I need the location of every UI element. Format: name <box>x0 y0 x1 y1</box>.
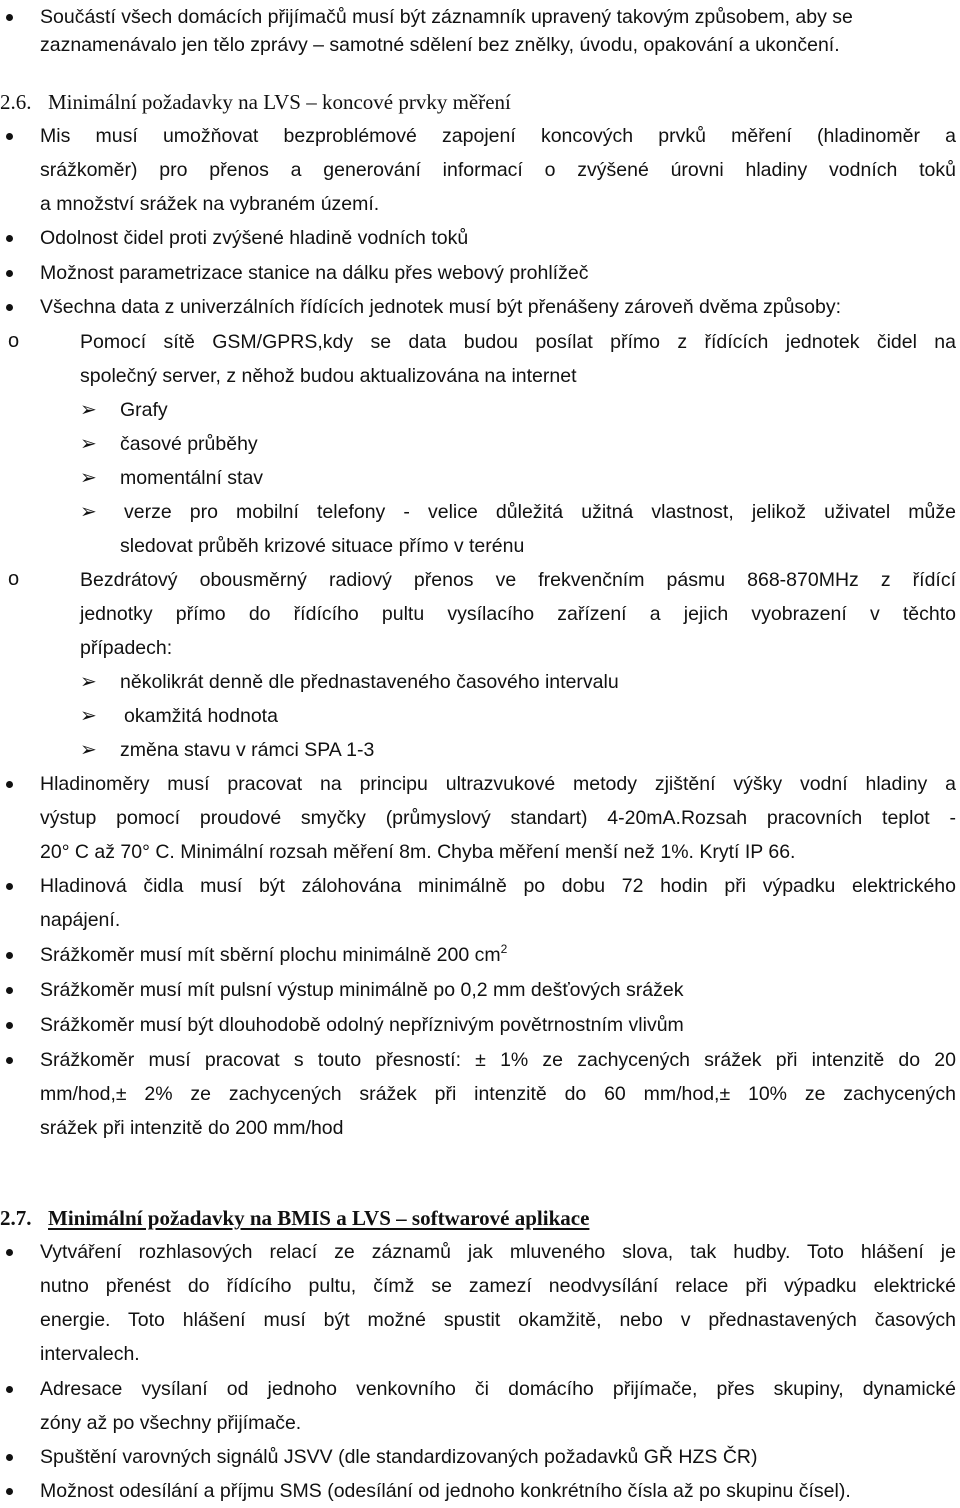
sublist-item: o Bezdrátový obousměrný radiový přenos ve frekvenčním pásmu 868-870MHz z řídící <box>0 563 960 597</box>
list-item-line: napájení. <box>40 909 121 931</box>
arrow-item: ➢ několikrát denně dle přednastaveného časového intervalu <box>0 665 960 699</box>
list-item-cont <box>0 801 960 835</box>
list-item-line: Spuštění varovných signálů JSVV (dle standardizovaných požadavků GŘ HZS ČR) <box>40 1446 758 1468</box>
list-item-line: Hladinová čidla musí být zálohována minimálně po dobu 72 hodin při výpadku elektrického <box>40 875 956 897</box>
list-item-line: 20° C až 70° C. Minimální rozsah měření 8m. Chyba měření menší než 1%. Krytí IP 66. <box>40 841 796 863</box>
sublist-item-cont <box>0 597 960 631</box>
list-item <box>0 938 960 972</box>
list-item-line: nutno přenést do řídícího pultu, čímž se zamezí neodvysílání relace při výpadku elektrické <box>40 1275 956 1297</box>
list-item-cont <box>0 903 960 937</box>
list-item-cont <box>0 187 960 221</box>
list-item-cont <box>0 1269 960 1303</box>
heading-number: 2.7. <box>0 1206 32 1230</box>
list-item-line: Adresace vysílaní od jednoho venkovního či domácího přijímače, přes skupiny, dynamické <box>40 1378 956 1400</box>
section-heading-2-6 <box>0 85 960 119</box>
heading-title: Minimální požadavky na LVS – koncové prvky měření <box>48 90 511 114</box>
list-item <box>0 869 960 903</box>
sublist-item-line: Bezdrátový obousměrný radiový přenos ve frekvenčním pásmu 868-870MHz z řídící <box>80 569 956 591</box>
arrow-item-line: sledovat průběh krizové situace přímo v terénu <box>120 535 525 557</box>
list-item-line: Srážkoměr musí pracovat s touto přesností: ± 1% ze zachycených srážek při intenzitě do 20 <box>40 1049 956 1071</box>
list-item <box>0 1043 960 1077</box>
list-item <box>0 1440 960 1474</box>
list-item-cont <box>0 1077 960 1111</box>
list-item-line: Srážkoměr musí mít pulsní výstup minimálně po 0,2 mm dešťových srážek <box>40 979 684 1001</box>
arrow-item-line: Grafy <box>120 399 168 421</box>
sublist-item-line: společný server, z něhož budou aktualizována na internet <box>80 365 577 387</box>
list-item-line: a množství srážek na vybraném území. <box>40 193 380 215</box>
arrow-item: ➢ okamžitá hodnota <box>0 699 960 733</box>
list-item-line: Odolnost čidel proti zvýšené hladině vodních toků <box>40 227 469 249</box>
list-item <box>0 1235 960 1269</box>
list-item-line: mm/hod,± 2% ze zachycených srážek při intenzitě do 60 mm/hod,± 10% ze zachycených <box>40 1083 956 1105</box>
sublist-item-cont <box>0 359 960 393</box>
arrow-item-line: verze pro mobilní telefony - velice důležitá užitná vlastnost, jelikož uživatel může <box>124 501 956 523</box>
arrow-item: ➢ momentální stav <box>0 461 960 495</box>
list-item-line: srážkoměr) pro přenos a generování informací o zvýšené úrovni hladiny vodních toků <box>40 159 956 181</box>
arrow-item-line: momentální stav <box>120 467 264 489</box>
arrow-item: ➢ verze pro mobilní telefony - velice důležitá užitná vlastnost, jelikož uživatel může <box>0 495 960 529</box>
arrow-item-line: změna stavu v rámci SPA 1-3 <box>120 739 375 761</box>
list-item-line: energie. Toto hlášení musí být možné spustit okamžitě, nebo v přednastavených časových <box>40 1309 956 1331</box>
list-item-cont <box>0 1303 960 1337</box>
list-item <box>0 973 960 1007</box>
sublist-item: o Pomocí sítě GSM/GPRS,kdy se data budou posílat přímo z řídících jednotek čidel na <box>0 325 960 359</box>
list-item-line: Všechna data z univerzálních řídících jednotek musí být přenášeny zároveň dvěma způsoby: <box>40 296 842 318</box>
list-item-line: Hladinoměry musí pracovat na principu ultrazvukové metody zjištění výšky vodní hladiny a <box>40 773 956 795</box>
intro-bullet-cont <box>0 28 960 62</box>
list-item-line: Možnost odesílání a příjmu SMS (odesílání od jednoho konkrétního čísla až po skupinu čísel). <box>40 1480 851 1502</box>
list-item <box>0 1008 960 1042</box>
list-item-cont <box>0 1111 960 1145</box>
list-item-line: intervalech. <box>40 1343 140 1365</box>
arrow-item-line: časové průběhy <box>120 433 258 455</box>
list-item-line: výstup pomocí proudové smyčky (průmyslový standart) 4-20mA.Rozsah pracovních teplot - <box>40 807 956 829</box>
intro-line-2: zaznamenávalo jen tělo zprávy – samotné sdělení bez znělky, úvodu, opakování a ukončení. <box>40 34 840 56</box>
arrow-item-line: několikrát denně dle přednastaveného časového intervalu <box>120 671 619 693</box>
list-item-cont <box>0 1337 960 1371</box>
arrow-item-cont <box>0 529 960 563</box>
arrow-item: ➢ změna stavu v rámci SPA 1-3 <box>0 733 960 767</box>
sublist-item-line: Pomocí sítě GSM/GPRS,kdy se data budou posílat přímo z řídících jednotek čidel na <box>80 331 956 353</box>
heading-number: 2.6. <box>0 90 32 114</box>
arrow-item: ➢ časové průběhy <box>0 427 960 461</box>
list-item-cont <box>0 153 960 187</box>
sublist-item-line: případech: <box>80 637 173 659</box>
superscript: 2 <box>500 942 508 956</box>
heading-title: Minimální požadavky na BMIS a LVS – softwarové aplikace <box>48 1206 590 1230</box>
list-item <box>0 256 960 290</box>
list-item <box>0 1474 960 1508</box>
list-item-line: Srážkoměr musí mít sběrní plochu minimálně 200 $cm^2$ <box>40 942 508 966</box>
intro-line-1: Součástí všech domácích přijímačů musí být záznamník upravený takovým způsobem, aby se <box>40 6 853 28</box>
arrow-item: ➢ Grafy <box>0 393 960 427</box>
list-item <box>0 767 960 801</box>
section-heading-2-7 <box>0 1201 960 1235</box>
list-item-line: Srážkoměr musí být dlouhodobě odolný nepříznivým povětrnostním vlivům <box>40 1014 684 1036</box>
list-item <box>0 221 960 255</box>
list-item-line: srážek při intenzitě do 200 mm/hod <box>40 1117 344 1139</box>
sublist-item-cont <box>0 631 960 665</box>
list-item <box>0 1372 960 1406</box>
list-item-cont <box>0 1406 960 1440</box>
arrow-item-line: okamžitá hodnota <box>124 705 278 727</box>
list-item-cont <box>0 835 960 869</box>
list-item-line: Možnost parametrizace stanice na dálku přes webový prohlížeč <box>40 262 589 284</box>
list-item-line: Vytváření rozhlasových relací ze záznamů jak mluveného slova, tak hudby. Toto hlášení je <box>40 1241 956 1263</box>
list-item-line: zóny až po všechny přijímače. <box>40 1412 302 1434</box>
list-item <box>0 290 960 324</box>
list-item-line: Mis musí umožňovat bezproblémové zapojení koncových prvků měření (hladinoměr a <box>40 125 956 147</box>
list-item <box>0 119 960 153</box>
sublist-item-line: jednotky přímo do řídícího pultu vysílacího zařízení a jejich vyobrazení v těchto <box>80 603 956 625</box>
